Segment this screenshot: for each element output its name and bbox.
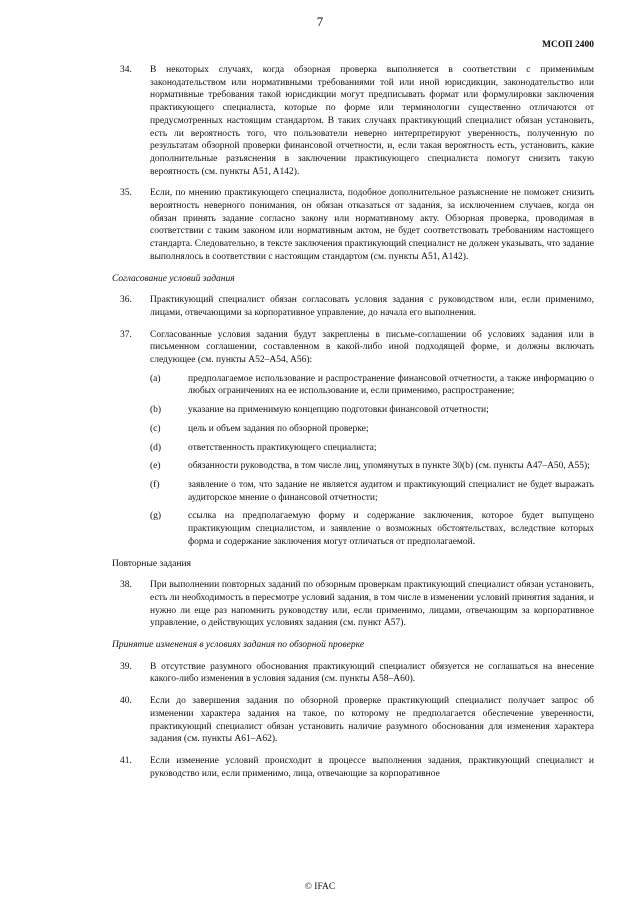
paragraph-number: 40.: [120, 696, 132, 707]
paragraph-number: 37.: [120, 329, 132, 340]
list-item: [150, 423, 594, 436]
paragraph-text: В отсутствие разумного обоснования практикующий специалист обязуется не соглашаться на внесение какого-либо изменения в условия задания (см. пункты A58–A60).: [150, 661, 594, 685]
list-item-label: (b): [150, 405, 162, 416]
paragraph-text: Если до завершения задания по обзорной проверке практикующий специалист получает запрос об изменении характера задания на такое, по которому не предполагается обеспечение уверенности, практикующий специалист обязан установить наличие разумного обоснования для изменения характера задания (см. пункты A61–A62).: [150, 696, 594, 745]
paragraph: [112, 187, 594, 263]
list-item-label: (c): [150, 423, 161, 434]
list-item-label: (a): [150, 373, 161, 384]
list-item-text: ссылка на предполагаемую форму и содержание заключения, которое будет выпущено практикующим специалистом, и заявление о возможных обстоятельствах, вследствие которых форма и содержание заключения могут отличаться от предполагаемой.: [188, 511, 594, 547]
paragraph-number: 36.: [120, 295, 132, 306]
section-heading: Согласование условий задания: [112, 273, 235, 284]
paragraph: [112, 755, 594, 780]
list-item: [150, 510, 594, 548]
list-item-text: предполагаемое использование и распространение финансовой отчетности, а также информацию о любых ограничениях на ее использование и, если применимо, распространение;: [188, 373, 594, 397]
list-item: [150, 460, 594, 473]
page-number: 7: [316, 14, 324, 29]
paragraph: [112, 695, 594, 746]
paragraph-text: Согласованные условия задания будут закреплены в письме-соглашении об условиях задания или в письменном соглашении, составленном в какой-либо иной подходящей форме, и должны включать следующее (см. пункты A52–A54, A56):: [150, 329, 594, 366]
section-heading: Повторные задания: [112, 558, 192, 569]
list-item-label: (g): [150, 511, 162, 522]
list-item-text: указание на применимую концепцию подготовки финансовой отчетности;: [188, 405, 489, 416]
list-item-text: обязанности руководства, в том числе лиц, упомянутых в пункте 30(b) (см. пункты A47–A50, A55);: [188, 461, 590, 472]
document-body: [112, 64, 594, 789]
paragraph-text: Если изменение условий происходит в процессе выполнения задания, практикующий специалист и руководство или, если применимо, лица, отвечающие за корпоративное: [150, 755, 594, 779]
list-item: [150, 373, 594, 398]
list-item-text: заявление о том, что задание не является аудитом и практикующий специалист не будет выражать аудиторское мнение о финансовой отчетности;: [188, 479, 594, 503]
list-item: [150, 404, 594, 417]
paragraph: [112, 579, 594, 630]
list-item-text: цель и объем задания по обзорной проверке;: [188, 423, 369, 434]
paragraph: [112, 329, 594, 549]
paragraph: [112, 294, 594, 319]
copyright-footer: © IFAC: [304, 882, 336, 892]
paragraph: [112, 661, 594, 686]
section-heading: Принятие изменения в условиях задания по обзорной проверке: [112, 640, 365, 651]
paragraph-number: 34.: [120, 65, 132, 75]
paragraph-number: 38.: [120, 580, 132, 591]
list-item-label: (f): [150, 479, 160, 490]
paragraph-number: 35.: [120, 188, 132, 199]
paragraph-text: В некоторых случаях, когда обзорная проверка выполняется в соответствии с применимым законодательством или нормативными требованиями той или иной юрисдикции, законодательство или нормативные требования такой юрисдикции могут предписывать формат или формулировки заключения практикующего специалиста, которые по форме или терминологии существенно отличаются от предусмотренных настоящим стандартом. В таких случаях практикующий специалист обязан установить, есть ли вероятность того, что пользователи неверно интерпретируют уверенность, полученную по результатам обзорной проверки финансовой отчетности, и, если такая вероятность есть, установить, какие дополнительные разъяснения в заключении практикующего специалиста помогут снизить такую вероятность (см. пункты A51, A142).: [150, 65, 594, 177]
standard-code: МСОП 2400: [542, 40, 594, 50]
paragraph-text: Практикующий специалист обязан согласовать условия задания с руководством или, если применимо, лицами, отвечающими за корпоративное управление, до начала его выполнения.: [150, 295, 594, 318]
list-item: [150, 442, 594, 455]
paragraph-text: При выполнении повторных заданий по обзорным проверкам практикующий специалист обязан установить, есть ли необходимость в пересмотре условий задания, в том числе в изменении условий принятия задания, и нужно ли еще раз напомнить руководству или, если применимо, лицами, отвечающим за корпоративное управление, о действующих условиях задания (см. пункт A57).: [150, 580, 594, 629]
paragraph-text: Если, по мнению практикующего специалиста, подобное дополнительное разъяснение не поможет снизить вероятность неверного понимания, он обязан отказаться от задания, за исключением случаев, когда он обязан принять задание согласно закону или нормативному акту. Обзорная проверка, проводимая в соответствии с таким законом или нормативным актом, не будет соответствовать требованиям настоящего стандарта. Следовательно, в тексте заключения практикующий специалист не должен указывать, что задание выполнялось в соответствии с настоящим стандартом (см. пункты A51, A142).: [150, 188, 594, 262]
paragraph: [112, 64, 594, 178]
list-item-label: (e): [150, 461, 161, 472]
paragraph-number: 41.: [120, 755, 132, 766]
paragraph-number: 39.: [120, 661, 132, 672]
list-item-label: (d): [150, 442, 162, 453]
list-item: [150, 479, 594, 504]
list-item-text: ответственность практикующего специалиста;: [188, 442, 377, 453]
